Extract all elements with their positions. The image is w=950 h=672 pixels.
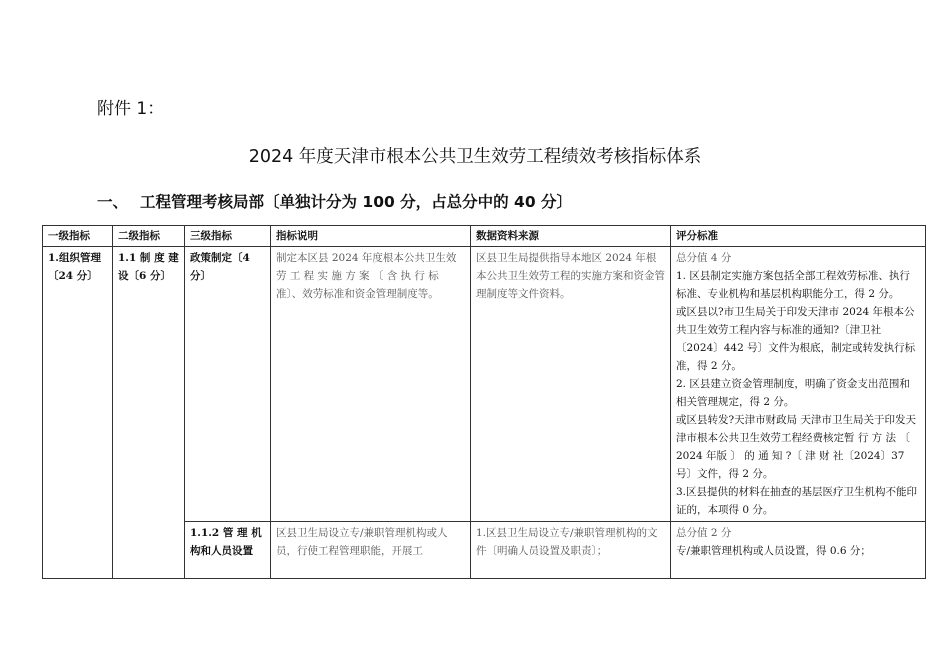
indicator-table — [42, 225, 926, 579]
criteria-line: 专/兼职管理机构或人员设置，得 0.6 分； — [676, 545, 871, 557]
cell-level1: 1.组织管理〔24 分〕 — [43, 247, 113, 579]
header-level1: 一级指标 — [43, 226, 113, 247]
section-number: 一、 — [97, 193, 129, 211]
document-title: 2024 年度天津市根本公共卫生效劳工程绩效考核指标体系 — [248, 147, 702, 167]
criteria-line: 或区县转发?天津市财政局 天津市卫生局关于印发天津市根本公共卫生效劳工程经费核定暂 行 方 法 〔 2024 年版 〕 的 通 知 ?〔 津 财 社〔2024〕37 号〕文件，得 2 分。 — [676, 414, 916, 480]
cell-level3: 1.1.2 管 理 机构和人员设置 — [185, 522, 271, 579]
attachment-label: 附件 1： — [97, 99, 165, 119]
cell-level2: 1.1 制 度 建设〔6 分〕 — [113, 247, 185, 579]
cell-description: 区县卫生局设立专/兼职管理机构或人员，行使工程管理职能，开展工 — [271, 522, 471, 579]
header-description: 指标说明 — [271, 226, 471, 247]
criteria-line: 1. 区县制定实施方案包括全部工程效劳标准、执行标准、专业机构和基层机构职能分工，得 2 分。 — [676, 270, 910, 300]
cell-source: 区县卫生局提供指导本地区 2024 年根本公共卫生效劳工程的实施方案和资金管理制度等文件资料。 — [471, 247, 671, 522]
cell-criteria — [671, 247, 926, 522]
section-heading — [97, 190, 572, 212]
header-criteria: 评分标准 — [671, 226, 926, 247]
cell-source: 1.区县卫生局设立专/兼职管理机构的文件〔明确人员设置及职责〕； — [471, 522, 671, 579]
criteria-line: 3.区县提供的材料在抽查的基层医疗卫生机构不能印证的，本项得 0 分。 — [676, 486, 918, 516]
section-heading-text: 工程管理考核局部〔单独计分为 100 分，占总分中的 40 分〕 — [140, 193, 573, 211]
table-header-row — [43, 226, 926, 247]
header-source: 数据资料来源 — [471, 226, 671, 247]
cell-description: 制定本区县 2024 年度根本公共卫生效 劳 工 程 实 施 方 案 〔 含 执 行 标 准〕、效劳标准和资金管理制度等。 — [271, 247, 471, 522]
header-level2: 二级指标 — [113, 226, 185, 247]
table-row — [43, 247, 926, 522]
criteria-line: 2. 区县建立资金管理制度，明确了资金支出范围和相关管理规定，得 2 分。 — [676, 378, 910, 408]
criteria-line: 总分值 4 分 — [676, 252, 732, 264]
cell-criteria — [671, 522, 926, 579]
criteria-line: 或区县以?市卫生局关于印发天津市 2024 年根本公共卫生效劳工程内容与标准的通知?〔津卫社〔2024〕442 号〕文件为根底，制定或转发执行标准，得 2 分。 — [676, 306, 916, 372]
criteria-line: 总分值 2 分 — [676, 527, 732, 539]
cell-level3: 政策制定〔4 分〕 — [185, 247, 271, 522]
header-level3: 三级指标 — [185, 226, 271, 247]
